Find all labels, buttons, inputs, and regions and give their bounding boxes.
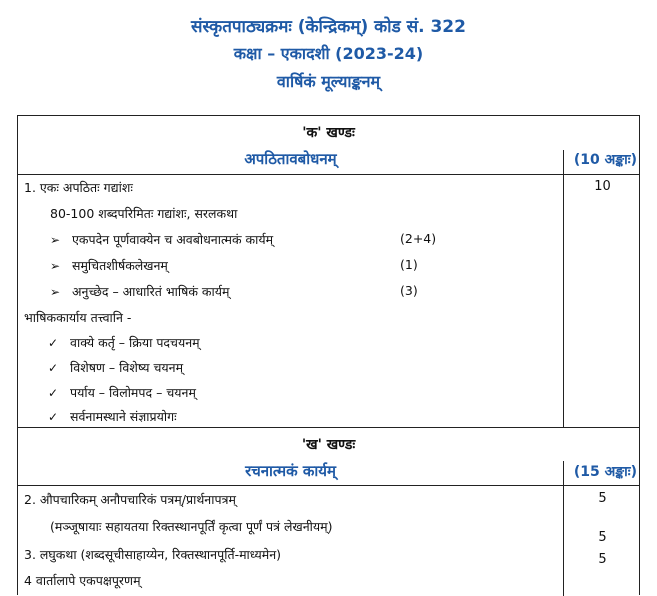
bullet-text: अनुच्छेद – आधारितं भाषिकं कार्यम् [72,284,230,299]
row-divider [18,485,639,486]
section-a-marks: (10 अङ्काः) [573,152,637,168]
item-2-text: 2. औपचारिकम् अनौपचारिकं पत्रम्/प्रार्थनापत्रम् [24,492,236,507]
check-item [48,408,177,425]
bullet-text: समुचितशीर्षकलेखनम् [72,258,168,273]
check-icon: ✓ [48,361,59,375]
item-1-heading: 1. एकः अपठितः गद्यांशः [24,180,133,195]
arrow-bullet-icon: ➢ [50,285,61,299]
check-icon: ✓ [48,386,59,400]
bullet-alloc: (2+4) [400,231,437,246]
section-b-marks: (15 अङ्काः) [573,464,637,480]
arrow-bullet-icon: ➢ [50,259,61,273]
check-text: वाक्ये कर्तृ – क्रिया पदचयनम् [70,335,200,350]
class-title: कक्षा – एकादशी (2023-24) [233,44,424,63]
check-item [48,359,183,376]
check-icon: ✓ [48,336,59,350]
bullet-alloc: (3) [400,283,418,298]
syllabus-title: संस्कृतपाठ्यक्रमः (केन्द्रिकम्) कोड सं. 322 [191,17,466,37]
bullet-item [50,231,273,248]
item-2-marks: 5 [598,491,607,506]
arrow-bullet-icon: ➢ [50,233,61,247]
item-4-text: 4 वार्तालापे एकपक्षपूरणम् [24,573,141,588]
item-2-note: (मञ्जूषायाः सहायतया रिक्तस्थानपूर्तिं कृत्वा पूर्णं पत्रं लेखनीयम्) [50,519,333,534]
marks-table [17,115,640,595]
bullet-item [50,257,168,274]
elements-heading: भाषिककार्याय तत्त्वानि - [24,310,132,325]
bullet-text: एकपदेन पूर्णवाक्येन च अवबोधनात्मकं कार्यम् [72,232,274,247]
check-text: विशेषण – विशेष्य चयनम् [70,360,184,375]
item-3-marks: 5 [598,552,607,567]
item-3-text: 3. लघुकथा (शब्दसूचीसाहाय्येन, रिक्तस्थानपूर्ति-माध्यमेन) [24,547,282,562]
check-item [48,384,196,401]
check-item [48,334,200,351]
section-a-subtitle: अपठितावबोधनम् [244,150,337,168]
section-b-title: 'ख' खण्डः [301,437,356,453]
row-divider [18,174,639,175]
item-1-marks: 10 [594,179,611,194]
row-divider [18,427,639,428]
item-1-description: 80-100 शब्दपरिमितः गद्यांशः, सरलकथा [50,206,238,221]
check-text: सर्वनामस्थाने संज्ञाप्रयोगः [70,409,177,424]
section-b-subtitle: रचनात्मकं कार्यम् [245,462,336,480]
assessment-title: वार्षिकं मूल्याङ्कनम् [276,72,381,91]
check-icon: ✓ [48,410,59,424]
bullet-alloc: (1) [400,257,418,272]
bullet-item [50,283,229,300]
section-a-title: 'क' खण्डः [302,125,355,141]
item-2-note-marks: 5 [598,530,607,545]
check-text: पर्याय – विलोमपद – चयनम् [70,385,196,400]
column-divider [563,174,564,427]
